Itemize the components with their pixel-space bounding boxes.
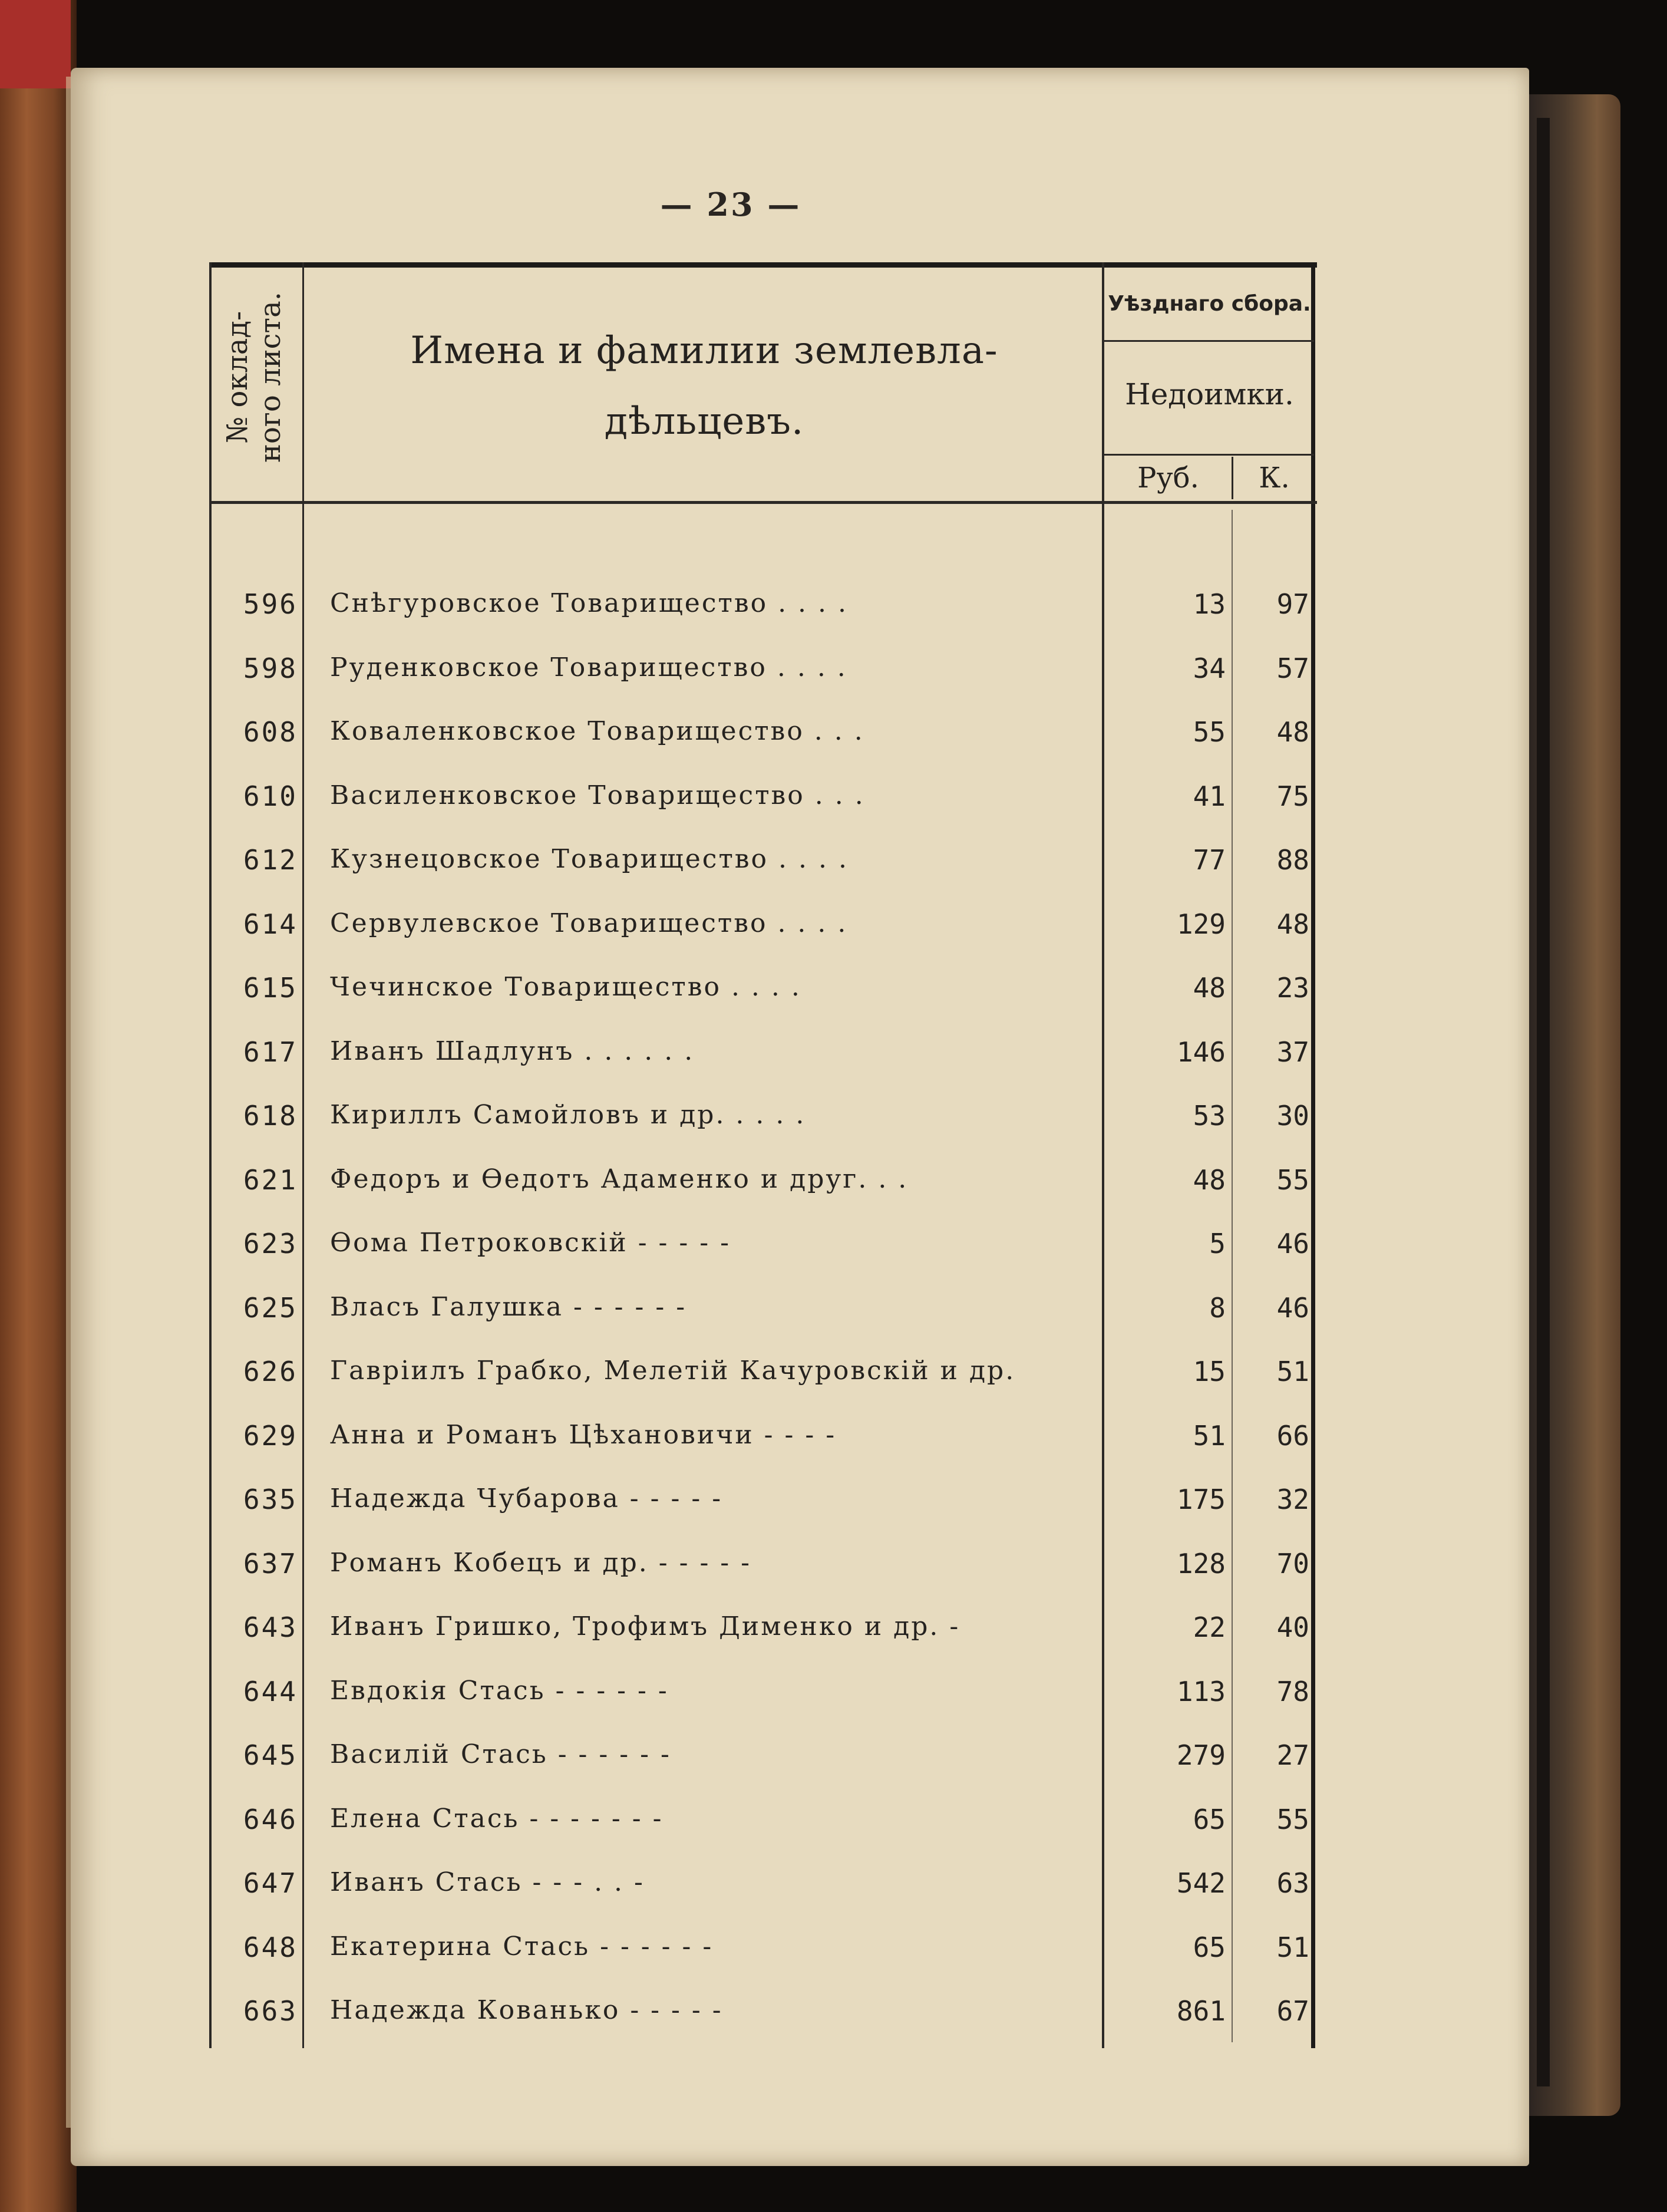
sheet-number: 663 <box>243 1995 298 2027</box>
page-number: — 23 — <box>660 186 801 223</box>
kopecks-value: 88 <box>1276 844 1309 876</box>
page-stack-shadow <box>1537 118 1550 2086</box>
kopecks-value: 48 <box>1276 716 1309 748</box>
sheet-number: 629 <box>243 1419 298 1452</box>
rubles-value: 128 <box>1176 1547 1226 1580</box>
table-top-rule <box>209 262 1317 268</box>
landowner-name: Чечинское Товарищество . . . . <box>330 972 801 1002</box>
table-row <box>209 764 1317 828</box>
sheet-number: 625 <box>243 1291 298 1324</box>
rubles-value: 55 <box>1193 716 1226 748</box>
table-body <box>209 572 1317 2043</box>
header-district-levy: Уѣзднаго сбора. <box>1108 292 1311 316</box>
kopecks-value: 63 <box>1276 1867 1309 1899</box>
kopecks-value: 30 <box>1276 1100 1309 1132</box>
book-cover-left <box>0 0 77 2212</box>
landowner-name: Иванъ Шадлунъ . . . . . . <box>330 1036 695 1066</box>
kopecks-value: 51 <box>1276 1356 1309 1387</box>
landowner-name: Елена Стась - - - - - - - <box>330 1803 664 1834</box>
sheet-number: 621 <box>243 1163 298 1196</box>
table-row <box>209 1403 1317 1468</box>
kopecks-value: 27 <box>1276 1739 1309 1771</box>
header-arrears: Недоимки. <box>1125 377 1294 411</box>
rubles-value: 77 <box>1193 844 1226 876</box>
rubles-value: 13 <box>1193 588 1226 620</box>
rubles-value: 129 <box>1176 908 1226 940</box>
landowner-name: Екатерина Стась - - - - - - <box>330 1931 714 1962</box>
landowner-name: Снѣгуровское Товарищество . . . . <box>330 588 848 618</box>
sheet-number: 615 <box>243 972 298 1004</box>
table-row <box>209 1148 1317 1212</box>
kopecks-value: 70 <box>1276 1547 1309 1580</box>
rubles-value: 48 <box>1193 1163 1226 1196</box>
sheet-number: 645 <box>243 1739 298 1771</box>
sheet-number: 618 <box>243 1100 298 1132</box>
kopecks-value: 40 <box>1276 1611 1309 1643</box>
landowner-name: Василенковское Товарищество . . . <box>330 780 865 810</box>
header-rubles: Руб. <box>1137 461 1199 495</box>
landowner-name: Федоръ и Ѳедотъ Адаменко и друг. . . <box>330 1163 909 1194</box>
rubles-value: 34 <box>1193 652 1226 684</box>
rubles-value: 41 <box>1193 780 1226 812</box>
landowner-name: Иванъ Гришко, Трофимъ Дименко и др. - <box>330 1611 960 1641</box>
table-row <box>209 1979 1317 2043</box>
sheet-number: 648 <box>243 1931 298 1963</box>
kopecks-value: 23 <box>1276 972 1309 1004</box>
kopecks-value: 51 <box>1276 1931 1309 1963</box>
table-row <box>209 1851 1317 1915</box>
table-row <box>209 636 1317 700</box>
kopecks-value: 75 <box>1276 780 1309 812</box>
rubles-value: 22 <box>1193 1611 1226 1643</box>
table-row <box>209 1083 1317 1148</box>
sheet-number: 644 <box>243 1675 298 1707</box>
sbor-header-rule <box>1102 340 1314 342</box>
kopecks-value: 55 <box>1276 1163 1309 1196</box>
landowner-name: Василій Стась - - - - - - <box>330 1739 671 1769</box>
landowner-name: Коваленковское Товарищество . . . <box>330 716 864 746</box>
kopecks-value: 57 <box>1276 652 1309 684</box>
table-row <box>209 955 1317 1020</box>
rub-kop-header-divider <box>1232 457 1233 499</box>
sheet-number: 646 <box>243 1803 298 1835</box>
sheet-number: 637 <box>243 1547 298 1580</box>
rubles-value: 48 <box>1193 972 1226 1004</box>
kopecks-value: 97 <box>1276 588 1309 620</box>
rubles-value: 65 <box>1193 1803 1226 1835</box>
kopecks-value: 66 <box>1276 1419 1309 1452</box>
table-row <box>209 828 1317 892</box>
table-row <box>209 1211 1317 1275</box>
sheet-number: 647 <box>243 1867 298 1899</box>
landowner-name: Руденковское Товарищество . . . . <box>330 652 847 683</box>
rubles-value: 15 <box>1193 1356 1226 1387</box>
sheet-number: 617 <box>243 1036 298 1068</box>
sheet-number: 596 <box>243 588 298 620</box>
header-landowner-names: Имена и фамилии землевла- дѣльцевъ. <box>410 329 998 443</box>
landowner-name: Сервулевское Товарищество . . . . <box>330 908 848 938</box>
arrears-table <box>209 262 1317 2048</box>
table-row <box>209 892 1317 956</box>
kopecks-value: 67 <box>1276 1995 1309 2027</box>
sheet-number: 626 <box>243 1356 298 1387</box>
table-row <box>209 1595 1317 1659</box>
rubles-value: 861 <box>1176 1995 1226 2027</box>
sheet-number: 612 <box>243 844 298 876</box>
landowner-name: Гавріилъ Грабко, Мелетій Качуровскій и др. <box>330 1356 1016 1386</box>
landowner-name: Анна и Романъ Цѣхановичи - - - - <box>330 1419 837 1450</box>
book-page-stack-right <box>1526 94 1620 2116</box>
sheet-number: 608 <box>243 716 298 748</box>
rubles-value: 542 <box>1176 1867 1226 1899</box>
header-bottom-rule <box>209 501 1317 504</box>
header-sheet-number: № оклад- ного листа. <box>221 292 287 463</box>
rubles-value: 51 <box>1193 1419 1226 1452</box>
sheet-number: 623 <box>243 1228 298 1260</box>
header-kopecks: К. <box>1259 461 1290 495</box>
kopecks-value: 37 <box>1276 1036 1309 1068</box>
cover-red-corner <box>0 0 71 88</box>
table-row <box>209 572 1317 636</box>
landowner-name: Иванъ Стась - - - . . - <box>330 1867 645 1897</box>
nedoimki-header-rule <box>1102 454 1314 456</box>
table-row <box>209 1787 1317 1851</box>
table-row <box>209 1723 1317 1787</box>
rubles-value: 8 <box>1209 1291 1226 1324</box>
table-row <box>209 1467 1317 1531</box>
landowner-name: Надежда Кованько - - - - - <box>330 1995 723 2025</box>
rubles-value: 65 <box>1193 1931 1226 1963</box>
kopecks-value: 55 <box>1276 1803 1309 1835</box>
kopecks-value: 78 <box>1276 1675 1309 1707</box>
sheet-number: 610 <box>243 780 298 812</box>
rubles-value: 113 <box>1176 1675 1226 1707</box>
landowner-name: Власъ Галушка - - - - - - <box>330 1291 687 1322</box>
landowner-name: Романъ Кобецъ и др. - - - - - <box>330 1547 752 1578</box>
kopecks-value: 46 <box>1276 1228 1309 1260</box>
kopecks-value: 46 <box>1276 1291 1309 1324</box>
table-row <box>209 1275 1317 1340</box>
sheet-number: 643 <box>243 1611 298 1643</box>
sheet-number: 614 <box>243 908 298 940</box>
kopecks-value: 32 <box>1276 1484 1309 1515</box>
landowner-name: Надежда Чубарова - - - - - <box>330 1484 723 1514</box>
table-row <box>209 1531 1317 1595</box>
sheet-number: 598 <box>243 652 298 684</box>
table-row <box>209 1339 1317 1403</box>
landowner-name: Ѳома Петроковскій - - - - - <box>330 1228 731 1258</box>
landowner-name: Кузнецовское Товарищество . . . . <box>330 844 849 874</box>
kopecks-value: 48 <box>1276 908 1309 940</box>
rubles-value: 53 <box>1193 1100 1226 1132</box>
table-row <box>209 700 1317 764</box>
table-row <box>209 1915 1317 1979</box>
rubles-value: 279 <box>1176 1739 1226 1771</box>
table-row <box>209 1020 1317 1084</box>
rubles-value: 5 <box>1209 1228 1226 1260</box>
sheet-number: 635 <box>243 1484 298 1515</box>
landowner-name: Евдокія Стась - - - - - - <box>330 1675 669 1706</box>
table-row <box>209 1659 1317 1723</box>
rubles-value: 146 <box>1176 1036 1226 1068</box>
landowner-name: Кириллъ Самойловъ и др. . . . . <box>330 1100 806 1130</box>
rubles-value: 175 <box>1176 1484 1226 1515</box>
